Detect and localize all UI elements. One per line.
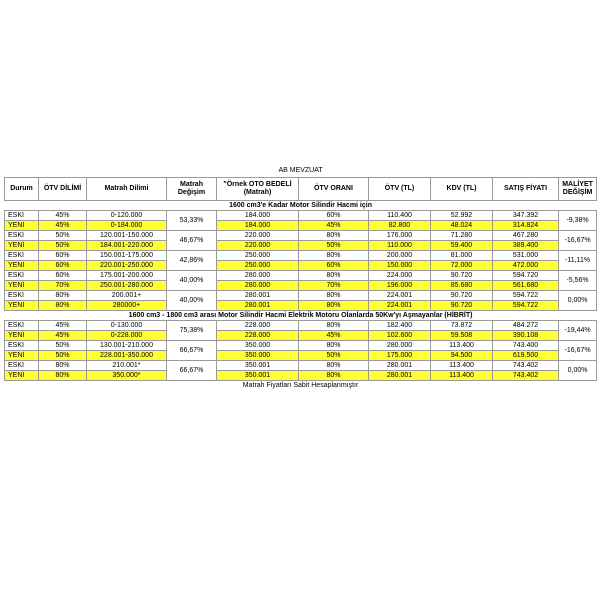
cell-price: 314.824 (493, 221, 559, 231)
column-header: ÖTV DİLİMİ (39, 178, 87, 201)
cell-otv: 224.000 (369, 271, 431, 281)
cell-rate: 80% (299, 251, 369, 261)
cell-rate: 80% (299, 301, 369, 311)
column-header: KDV (TL) (431, 178, 493, 201)
table-row (5, 371, 597, 381)
cell-otv-slice: 80% (39, 291, 87, 301)
cell-otv-slice: 80% (39, 361, 87, 371)
cell-otv-slice: 80% (39, 301, 87, 311)
cell-rate: 70% (299, 281, 369, 291)
cell-status: YENİ (5, 221, 39, 231)
cell-otv-slice: 50% (39, 231, 87, 241)
table-row (5, 271, 597, 281)
cell-price: 743.402 (493, 361, 559, 371)
table-row (5, 301, 597, 311)
section-title: 1600 cm3'e Kadar Motor Silindir Hacmi için (5, 201, 597, 211)
cell-price: 619.500 (493, 351, 559, 361)
cell-rate: 45% (299, 331, 369, 341)
cell-otv: 280.001 (369, 361, 431, 371)
cell-kdv: 59.400 (431, 241, 493, 251)
column-header: ÖTV (TL) (369, 178, 431, 201)
cell-kdv: 90.720 (431, 291, 493, 301)
cell-otv: 280.001 (369, 371, 431, 381)
section-row (5, 201, 597, 211)
cell-rate: 80% (299, 341, 369, 351)
cell-matrah: 200.001+ (87, 291, 167, 301)
cell-otv: 200.000 (369, 251, 431, 261)
table-row (5, 321, 597, 331)
cell-matrah: 0-184.000 (87, 221, 167, 231)
cell-matrah: 250.001-280.000 (87, 281, 167, 291)
cell-kdv: 85.680 (431, 281, 493, 291)
cell-status: YENİ (5, 371, 39, 381)
cell-price: 743.402 (493, 371, 559, 381)
cell-status: ESKİ (5, 341, 39, 351)
cell-matrah-change: 40,00% (167, 291, 217, 311)
cell-sample: 184.000 (217, 221, 299, 231)
cell-rate: 50% (299, 241, 369, 251)
cell-kdv: 72.000 (431, 261, 493, 271)
cell-price: 743.400 (493, 341, 559, 351)
cell-price: 531.000 (493, 251, 559, 261)
table-row (5, 351, 597, 361)
cell-matrah: 0-130.000 (87, 321, 167, 331)
cell-kdv: 81.000 (431, 251, 493, 261)
cell-kdv: 94.500 (431, 351, 493, 361)
cell-otv: 280.000 (369, 341, 431, 351)
cell-status: ESKİ (5, 361, 39, 371)
cell-status: YENİ (5, 351, 39, 361)
cell-sample: 220.000 (217, 231, 299, 241)
cell-price: 390.108 (493, 331, 559, 341)
cell-otv-slice: 50% (39, 341, 87, 351)
cell-kdv: 90.720 (431, 301, 493, 311)
cell-otv: 102.600 (369, 331, 431, 341)
cell-otv: 196.000 (369, 281, 431, 291)
cell-kdv: 48.024 (431, 221, 493, 231)
cell-sample: 350.001 (217, 371, 299, 381)
cell-status: YENİ (5, 241, 39, 251)
cell-otv: 110.400 (369, 211, 431, 221)
cell-status: YENİ (5, 331, 39, 341)
cell-rate: 80% (299, 321, 369, 331)
cell-sample: 350.000 (217, 351, 299, 361)
cell-otv-slice: 45% (39, 331, 87, 341)
footnote: Matrah Fiyatları Sabit Hesaplanmıştır (242, 382, 359, 389)
cell-status: YENİ (5, 301, 39, 311)
cell-rate: 80% (299, 361, 369, 371)
cell-status: YENİ (5, 281, 39, 291)
table-row (5, 211, 597, 221)
table-row (5, 331, 597, 341)
cell-otv-slice: 45% (39, 221, 87, 231)
cell-sample: 184.000 (217, 211, 299, 221)
column-header: Durum (5, 178, 39, 201)
cell-matrah: 184.001-220.000 (87, 241, 167, 251)
header-row (5, 178, 597, 201)
cell-matrah: 0-120.000 (87, 211, 167, 221)
cell-sample: 350.001 (217, 361, 299, 371)
cell-kdv: 113.400 (431, 371, 493, 381)
column-header: MALİYET DEĞİŞİM (559, 178, 597, 201)
cell-otv-slice: 60% (39, 251, 87, 261)
cell-otv-slice: 80% (39, 371, 87, 381)
cell-kdv: 52.992 (431, 211, 493, 221)
cell-status: ESKİ (5, 321, 39, 331)
cell-price: 347.392 (493, 211, 559, 221)
column-header: ÖTV ORANI (299, 178, 369, 201)
cell-price: 389.400 (493, 241, 559, 251)
cell-sample: 280.001 (217, 291, 299, 301)
cell-matrah: 120.001-150.000 (87, 231, 167, 241)
cell-sample: 250.000 (217, 251, 299, 261)
cell-sample: 250.000 (217, 261, 299, 271)
cell-matrah: 350.000* (87, 371, 167, 381)
cell-status: ESKİ (5, 291, 39, 301)
cell-matrah: 130.001-210.000 (87, 341, 167, 351)
section-row (5, 311, 597, 321)
cell-rate: 80% (299, 371, 369, 381)
cell-price: 594.722 (493, 291, 559, 301)
cell-cost-change: 0,00% (559, 361, 597, 381)
column-header: Matrah Değişim (167, 178, 217, 201)
cell-otv-slice: 60% (39, 261, 87, 271)
cell-price: 594.722 (493, 301, 559, 311)
cell-matrah: 228.001-350.000 (87, 351, 167, 361)
cell-otv: 182.400 (369, 321, 431, 331)
cell-rate: 80% (299, 231, 369, 241)
cell-otv: 224.001 (369, 291, 431, 301)
cell-status: ESKİ (5, 231, 39, 241)
cell-sample: 228.000 (217, 331, 299, 341)
cell-otv: 224.001 (369, 301, 431, 311)
cell-matrah: 0-228.000 (87, 331, 167, 341)
table-row (5, 251, 597, 261)
cell-otv-slice: 50% (39, 351, 87, 361)
cell-cost-change: -5,56% (559, 271, 597, 291)
cell-price: 594.720 (493, 271, 559, 281)
cell-otv-slice: 45% (39, 321, 87, 331)
cell-status: YENİ (5, 261, 39, 271)
cell-kdv: 71.280 (431, 231, 493, 241)
cell-cost-change: -11,11% (559, 251, 597, 271)
cell-otv-slice: 50% (39, 241, 87, 251)
cell-matrah-change: 40,00% (167, 271, 217, 291)
table-row (5, 241, 597, 251)
cell-status: ESKİ (5, 211, 39, 221)
otv-table (4, 165, 597, 391)
table-row (5, 361, 597, 371)
cell-kdv: 113.400 (431, 361, 493, 371)
cell-price: 561.680 (493, 281, 559, 291)
table-row (5, 291, 597, 301)
cell-status: ESKİ (5, 271, 39, 281)
table-title: AB MEVZUAT (278, 167, 323, 174)
cell-kdv: 113.400 (431, 341, 493, 351)
column-header: Matrah Dilimi (87, 178, 167, 201)
cell-price: 467.280 (493, 231, 559, 241)
cell-sample: 280.000 (217, 281, 299, 291)
cell-otv: 176.000 (369, 231, 431, 241)
cell-otv-slice: 60% (39, 271, 87, 281)
cell-sample: 280.000 (217, 271, 299, 281)
cell-otv: 175.000 (369, 351, 431, 361)
cell-rate: 60% (299, 261, 369, 271)
cell-cost-change: -19,44% (559, 321, 597, 341)
cell-rate: 60% (299, 211, 369, 221)
cell-kdv: 59.508 (431, 331, 493, 341)
table-row (5, 221, 597, 231)
spreadsheet (4, 165, 596, 391)
cell-sample: 220.000 (217, 241, 299, 251)
cell-sample: 350.000 (217, 341, 299, 351)
cell-otv: 82.800 (369, 221, 431, 231)
cell-matrah-change: 66,67% (167, 341, 217, 361)
cell-kdv: 90.720 (431, 271, 493, 281)
cell-matrah-change: 46,67% (167, 231, 217, 251)
cell-kdv: 73.872 (431, 321, 493, 331)
table-row (5, 231, 597, 241)
cell-rate: 50% (299, 351, 369, 361)
cell-matrah-change: 75,38% (167, 321, 217, 341)
cell-matrah: 150.001-175.000 (87, 251, 167, 261)
cell-sample: 228.000 (217, 321, 299, 331)
cell-matrah-change: 42,86% (167, 251, 217, 271)
cell-sample: 280.001 (217, 301, 299, 311)
cell-cost-change: -9,38% (559, 211, 597, 231)
section-title: 1600 cm3 - 1800 cm3 arası Motor Silindir Hacmi Elektrik Motoru Olanlarda 50Kw'yı Aşmayanlar (HİBRİT) (5, 311, 597, 321)
cell-rate: 80% (299, 291, 369, 301)
column-header: "Örnek OTO BEDELİ (Matrah) (217, 178, 299, 201)
cell-matrah-change: 66,67% (167, 361, 217, 381)
cell-rate: 45% (299, 221, 369, 231)
cell-cost-change: -16,67% (559, 341, 597, 361)
cell-matrah: 220.001-250.000 (87, 261, 167, 271)
cell-matrah: 210.001* (87, 361, 167, 371)
cell-rate: 80% (299, 271, 369, 281)
cell-price: 472.000 (493, 261, 559, 271)
column-header: SATIŞ FİYATI (493, 178, 559, 201)
cell-price: 484.272 (493, 321, 559, 331)
table-row (5, 281, 597, 291)
table-row (5, 261, 597, 271)
cell-matrah: 175.001-200.000 (87, 271, 167, 281)
table-row (5, 341, 597, 351)
cell-cost-change: -16,67% (559, 231, 597, 251)
cell-status: ESKİ (5, 251, 39, 261)
cell-otv: 150.000 (369, 261, 431, 271)
cell-matrah-change: 53,33% (167, 211, 217, 231)
cell-cost-change: 0,00% (559, 291, 597, 311)
cell-otv: 110.000 (369, 241, 431, 251)
cell-matrah: 280000+ (87, 301, 167, 311)
cell-otv-slice: 70% (39, 281, 87, 291)
cell-otv-slice: 45% (39, 211, 87, 221)
